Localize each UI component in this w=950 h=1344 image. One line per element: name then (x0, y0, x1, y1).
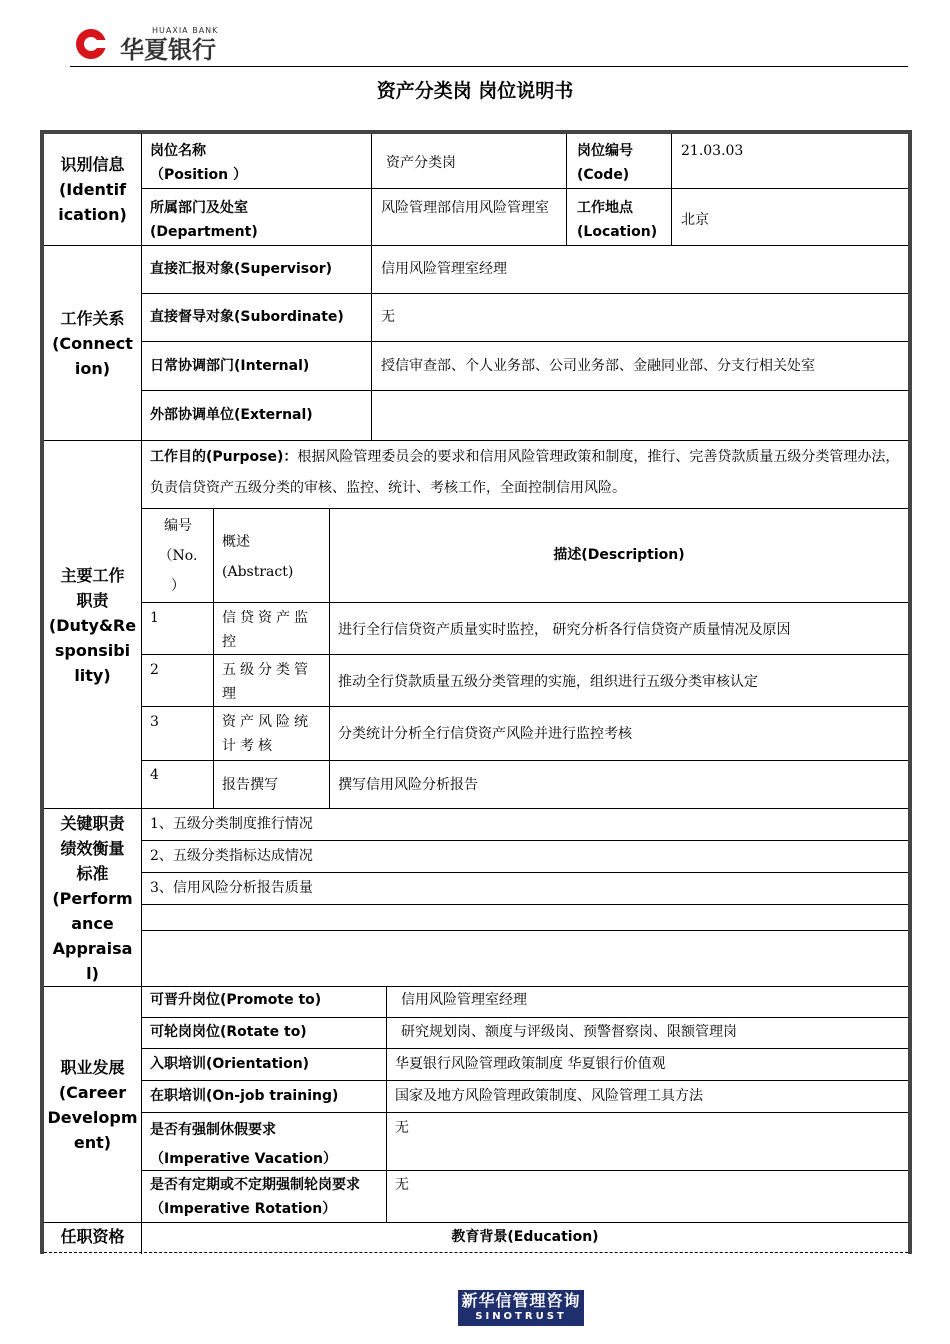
duty-no: 1 (150, 610, 159, 626)
location-value: 北京 (681, 212, 709, 228)
code-label: 岗位编号 (Code) (577, 143, 633, 183)
location-label: 工作地点 (Location) (577, 200, 658, 240)
internal-label: 日常协调部门(Internal) (150, 358, 310, 374)
vacation-value: 无 (395, 1120, 409, 1136)
duty-no: 2 (150, 662, 159, 678)
section-connection: 工作关系 (Connect ion) (52, 309, 133, 378)
rotate-value: 研究规划岗、额度与评级岗、预警督察岗、限额管理岗 (401, 1024, 737, 1040)
duty-no: 3 (150, 714, 159, 730)
footer-brand-en: SINOTRUST (475, 1311, 567, 1322)
external-label: 外部协调单位(External) (150, 407, 313, 423)
department-label: 所属部门及处室 (Department) (150, 200, 258, 240)
section-performance: 关键职责 绩效衡量 标准 (Perform ance Appraisa l) (52, 814, 133, 983)
position-value: 资产分类岗 (386, 155, 456, 171)
duty-no: 4 (150, 767, 159, 783)
duty-description: 进行全行信贷资产质量实时监控， 研究分析各行信贷资产质量情况及原因 (338, 622, 791, 638)
purpose-label: 工作目的(Purpose)： (150, 449, 298, 465)
rotation-label: 是否有定期或不定期强制轮岗要求（Imperative Rotation） (150, 1177, 360, 1217)
promote-value: 信用风险管理室经理 (401, 992, 527, 1008)
education-label: 教育背景(Education) (451, 1229, 599, 1245)
section-duty: 主要工作 职责 (Duty&Re sponsibi lity) (48, 566, 137, 685)
col-no-header: 编号 （No. ） (158, 518, 198, 594)
performance-item: 3、信用风险分析报告质量 (150, 880, 313, 896)
bank-name-cn: 华夏银行 (120, 36, 216, 64)
duty-description: 分类统计分析全行信贷资产风险并进行监控考核 (338, 726, 632, 742)
section-identification: 识别信息 (Identif ication) (58, 155, 127, 224)
onjob-training-label: 在职培训(On-job training) (150, 1088, 339, 1104)
onjob-training-value: 国家及地方风险管理政策制度、风险管理工具方法 (395, 1088, 703, 1104)
orientation-value: 华夏银行风险管理政策制度 华夏银行价值观 (395, 1056, 666, 1072)
promote-label: 可晋升岗位(Promote to) (150, 992, 322, 1008)
section-career: 职业发展 (Career Developm ent) (47, 1058, 138, 1152)
duty-description: 推动全行贷款质量五级分类管理的实施，组织进行五级分类审核认定 (338, 674, 758, 690)
code-value: 21.03.03 (681, 143, 744, 159)
performance-item: 2、五级分类指标达成情况 (150, 848, 313, 864)
footer-brand-cn: 新华信管理咨询 (461, 1291, 581, 1310)
vacation-label: 是否有强制休假要求 （Imperative Vacation） (150, 1122, 337, 1167)
document-title: 资产分类岗 岗位说明书 (376, 80, 574, 102)
position-label: 岗位名称 （Position ） (150, 143, 247, 183)
sinotrust-logo (458, 1290, 584, 1326)
subordinate-value: 无 (381, 309, 395, 325)
section-qualification: 任职资格 (60, 1227, 125, 1246)
purpose-text: 根据风险管理委员会的要求和信用风险管理政策和制度，推行、完善贷款质量五级分类管理办法，负责信贷资产五级分类的审核、监控、统计、考核工作，全面控制信用风险。 (150, 449, 900, 496)
department-value: 风险管理部信用风险管理室 (381, 200, 549, 216)
internal-value: 授信审查部、个人业务部、公司业务部、金融同业部、分支行相关处室 (381, 358, 815, 374)
supervisor-value: 信用风险管理室经理 (381, 261, 507, 277)
work-purpose (150, 442, 906, 504)
duty-abstract: 资产风险统计考核 (222, 714, 312, 754)
performance-item: 1、五级分类制度推行情况 (150, 816, 313, 832)
header-rule (70, 66, 908, 67)
duty-abstract: 五级分类管理 (222, 662, 312, 702)
subordinate-label: 直接督导对象(Subordinate) (150, 309, 344, 325)
duty-abstract: 信贷资产监控 (222, 610, 312, 650)
rotation-value: 无 (395, 1177, 409, 1193)
col-description-header: 描述(Description) (553, 547, 685, 563)
duty-description: 撰写信用风险分析报告 (338, 777, 478, 793)
orientation-label: 入职培训(Orientation) (150, 1056, 310, 1072)
bank-name-en: HUAXIA BANK (152, 26, 219, 35)
rotate-label: 可轮岗岗位(Rotate to) (150, 1024, 307, 1040)
duty-abstract: 报告撰写 (222, 777, 278, 793)
col-abstract-header: 概述 (Abstract) (222, 534, 294, 580)
supervisor-label: 直接汇报对象(Supervisor) (150, 261, 333, 277)
